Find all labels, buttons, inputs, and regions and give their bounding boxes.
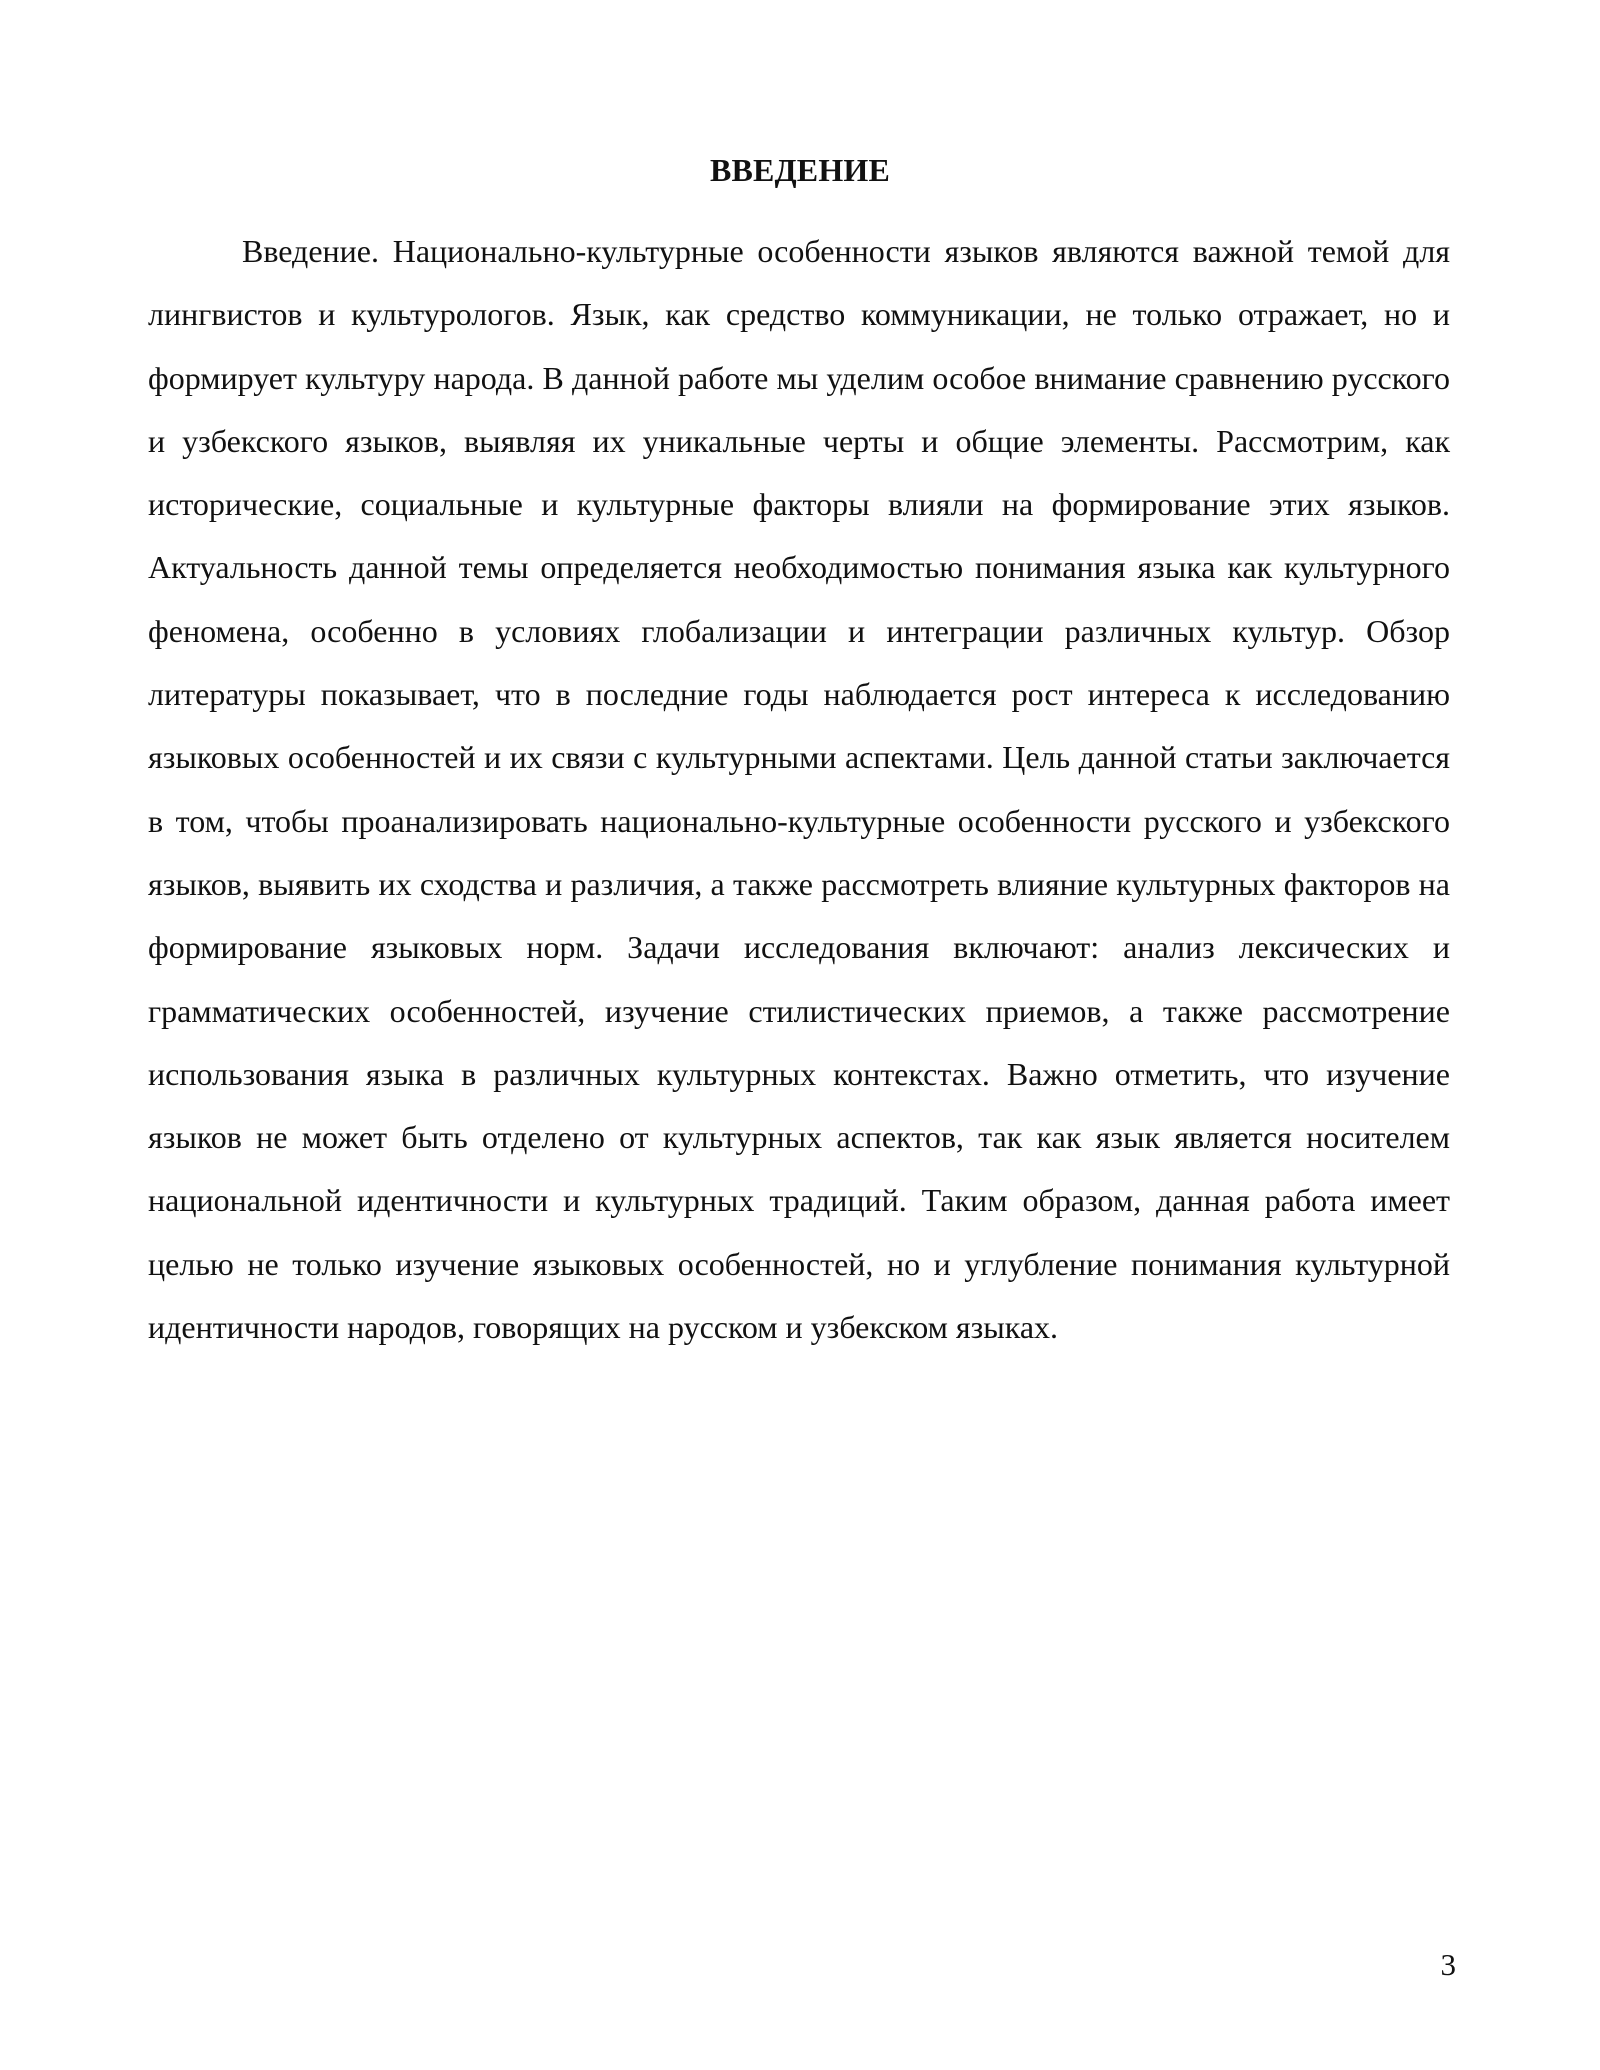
- page-number: 3: [1440, 1947, 1456, 1982]
- introduction-paragraph: Введение. Национально-культурные особенности языков являются важной темой для лингвистов и культурологов. Язык, как средство коммуникации, не только отражает, но и формирует культуру народа. В данной работе мы уделим особое внимание сравнению русского и узбекского языков, выявляя их уникальные черты и общие элементы. Рассмотрим, как исторические, социальные и культурные факторы влияли на формирование этих языков. Актуальность данной темы определяется необходимостью понимания языка как культурного феномена, особенно в условиях глобализации и интеграции различных культур. Обзор литературы показывает, что в последние годы наблюдается рост интереса к исследованию языковых особенностей и их связи с культурными аспектами. Цель данной статьи заключается в том, чтобы проанализировать национально-культурные особенности русского и узбекского языков, выявить их сходства и различия, а также рассмотреть влияние культурных факторов на формирование языковых норм. Задачи исследования включают: анализ лексических и грамматических особенностей, изучение стилистических приемов, а также рассмотрение использования языка в различных культурных контекстах. Важно отметить, что изучение языков не может быть отделено от культурных аспектов, так как язык является носителем национальной идентичности и культурных традиций. Таким образом, данная работа имеет целью не только изучение языковых особенностей, но и углубление понимания культурной идентичности народов, говорящих на русском и узбекском языках.: [148, 233, 1450, 1346]
- section-heading: ВВЕДЕНИЕ: [709, 152, 891, 188]
